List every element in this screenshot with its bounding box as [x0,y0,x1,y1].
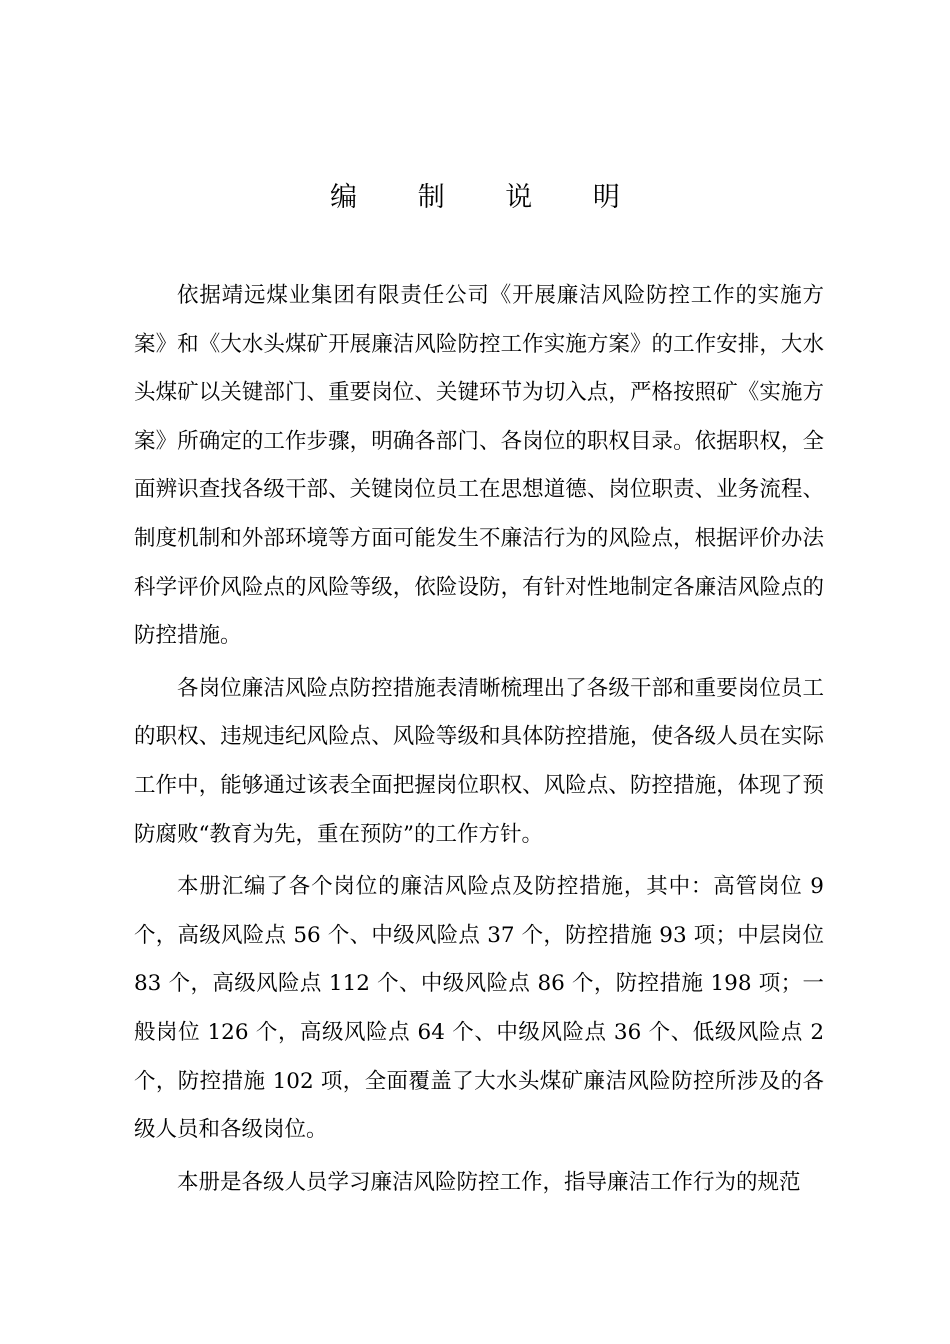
paragraph-3: 本册汇编了各个岗位的廉洁风险点及防控措施，其中：高管岗位 9 个，高级风险点 56 个、中级风险点 37 个，防控措施 93 项；中层岗位 83 个，高级风险点 112 个、中级风险点 86 个，防控措施 198 项；一般岗位 126 个，高级风险点 64 个、中级风险点 36 个、低级风险点 2 个，防控措施 102 项，全面覆盖了大水头煤矿廉洁风险防控所涉及的各级人员和各级岗位。 [134,874,824,1143]
paragraph-2: 各岗位廉洁风险点防控措施表清晰梳理出了各级干部和重要岗位员工的职权、违规违纪风险点、风险等级和具体防控措施，使各级人员在实际工作中，能够通过该表全面把握岗位职权、风险点、防控措施，体现了预防腐败“教育为先，重在预防”的工作方针。 [134,675,824,847]
document-body [134,272,824,1211]
paragraph-1: 依据靖远煤业集团有限责任公司《开展廉洁风险防控工作的实施方案》和《大水头煤矿开展廉洁风险防控工作实施方案》的工作安排，大水头煤矿以关键部门、重要岗位、关键环节为切入点，严格按照矿《实施方案》所确定的工作步骤，明确各部门、各岗位的职权目录。依据职权，全面辨识查找各级干部、关键岗位员工在思想道德、岗位职责、业务流程、制度机制和外部环境等方面可能发生不廉洁行为的风险点，根据评价办法科学评价风险点的风险等级，依险设防，有针对性地制定各廉洁风险点的防控措施。 [134,283,824,649]
document-title: 编 制 说 明 [330,182,646,213]
paragraph-4: 本册是各级人员学习廉洁风险防控工作，指导廉洁工作行为的规范 [177,1169,801,1195]
